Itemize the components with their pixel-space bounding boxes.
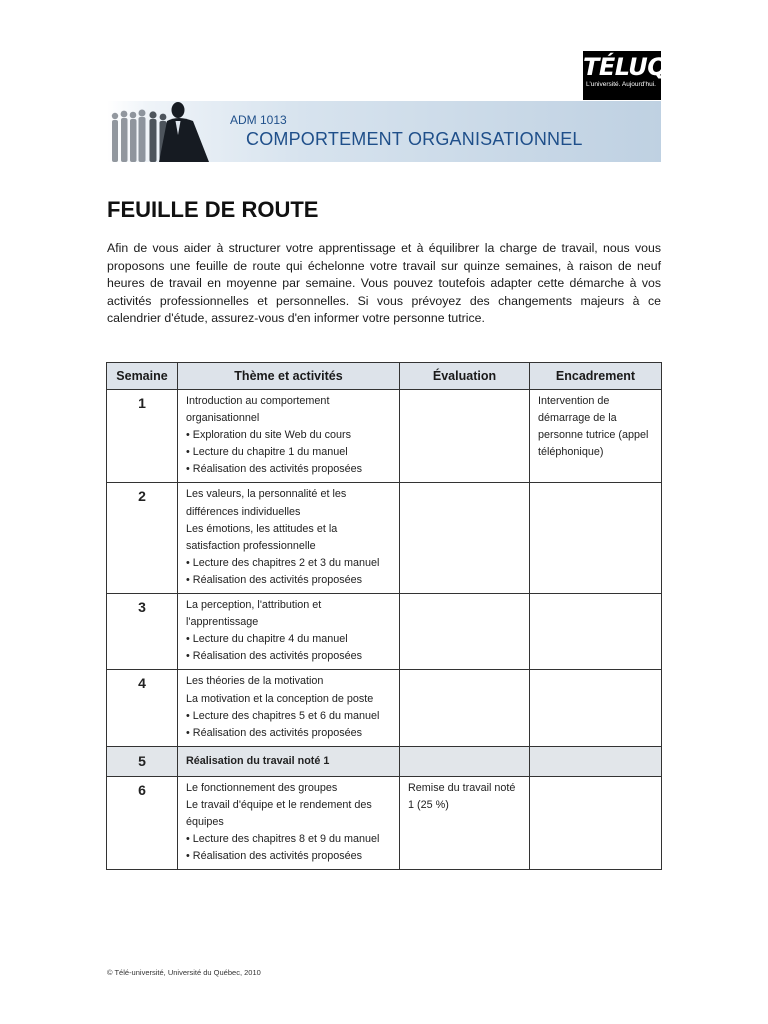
week-number: 5 bbox=[107, 746, 178, 776]
activity-line: • Lecture du chapitre 1 du manuel bbox=[186, 446, 348, 459]
activity-line: • Lecture des chapitres 5 et 6 du manuel bbox=[186, 709, 380, 722]
table-row bbox=[107, 390, 662, 483]
schedule-table bbox=[106, 362, 662, 870]
table-row bbox=[107, 483, 662, 594]
course-title: COMPORTEMENT ORGANISATIONNEL bbox=[246, 129, 583, 149]
schedule-header-row bbox=[107, 363, 662, 390]
evaluation-cell bbox=[400, 776, 530, 869]
activities-cell bbox=[178, 483, 400, 594]
activity-line: Les théories de la motivation bbox=[186, 675, 324, 688]
activities-cell bbox=[178, 746, 400, 776]
support-cell bbox=[530, 746, 662, 776]
page-title: FEUILLE DE ROUTE bbox=[107, 197, 319, 222]
activity-line: Introduction au comportement organisationnel bbox=[186, 395, 330, 425]
activities-cell bbox=[178, 670, 400, 746]
activity-line: • Réalisation des activités proposées bbox=[186, 573, 363, 586]
activity-line: Réalisation du travail noté 1 bbox=[186, 754, 330, 767]
week-number: 1 bbox=[107, 390, 178, 483]
activity-line: Les valeurs, la personnalité et les différences individuelles bbox=[186, 488, 347, 518]
activity-line: Les émotions, les attitudes et la satisfaction professionnelle bbox=[186, 522, 338, 552]
support-line: Intervention de démarrage de la personne tutrice (appel téléphonique) bbox=[538, 395, 649, 459]
week-number: 2 bbox=[107, 483, 178, 594]
activity-line: Le fonctionnement des groupes bbox=[186, 781, 338, 794]
evaluation-cell bbox=[400, 390, 530, 483]
copyright-footer: © Télé-université, Université du Québec, 2010 bbox=[107, 968, 261, 977]
activities-cell bbox=[178, 594, 400, 670]
activity-line: • Lecture du chapitre 4 du manuel bbox=[186, 633, 348, 646]
header-evaluation: Évaluation bbox=[400, 363, 530, 390]
evaluation-cell bbox=[400, 483, 530, 594]
business-people-silhouette-icon bbox=[107, 101, 217, 162]
teluq-logo bbox=[583, 51, 668, 100]
support-cell bbox=[530, 390, 662, 483]
evaluation-cell bbox=[400, 594, 530, 670]
support-cell bbox=[530, 776, 662, 869]
activity-line: • Réalisation des activités proposées bbox=[186, 726, 363, 739]
week-number: 4 bbox=[107, 670, 178, 746]
table-row bbox=[107, 594, 662, 670]
evaluation-cell bbox=[400, 670, 530, 746]
course-banner bbox=[107, 101, 661, 162]
evaluation-cell bbox=[400, 746, 530, 776]
week-number: 6 bbox=[107, 776, 178, 869]
activity-line: La perception, l'attribution et l'apprentissage bbox=[186, 599, 322, 629]
activities-cell bbox=[178, 390, 400, 483]
header-week: Semaine bbox=[107, 363, 178, 390]
evaluation-line: Remise du travail noté 1 (25 %) bbox=[408, 781, 516, 811]
activity-line: • Réalisation des activités proposées bbox=[186, 463, 363, 476]
table-row bbox=[107, 776, 662, 869]
support-cell bbox=[530, 594, 662, 670]
activity-line: • Réalisation des activités proposées bbox=[186, 650, 363, 663]
header-activities: Thème et activités bbox=[178, 363, 400, 390]
header-support: Encadrement bbox=[530, 363, 662, 390]
activity-line: La motivation et la conception de poste bbox=[186, 692, 374, 705]
course-code: ADM 1013 bbox=[230, 113, 287, 127]
activity-line: • Exploration du site Web du cours bbox=[186, 429, 352, 442]
activities-cell bbox=[178, 776, 400, 869]
activity-line: Le travail d'équipe et le rendement des équipes bbox=[186, 798, 372, 829]
logo-text: TÉLUQ bbox=[583, 53, 668, 81]
logo-tagline: L'université. Aujourd'hui. bbox=[585, 81, 656, 88]
support-cell bbox=[530, 670, 662, 746]
activity-line: • Lecture des chapitres 2 et 3 du manuel bbox=[186, 556, 380, 569]
activity-line: • Réalisation des activités proposées bbox=[186, 850, 363, 863]
week-number: 3 bbox=[107, 594, 178, 670]
table-row bbox=[107, 746, 662, 776]
support-cell bbox=[530, 483, 662, 594]
intro-paragraph: Afin de vous aider à structurer votre apprentissage et à équilibrer la charge de travail, nous vous proposons une feuille de route qui échelonne votre travail sur quinze semaines, à raison de neuf heures de travail en moyenne par semaine. Vous pouvez toutefois adapter cette démarche à vos activités professionnelles et personnelles. Si vous prévoyez des changements majeurs à ce calendrier d'étude, assurez-vous d'en informer votre personne tutrice. bbox=[107, 241, 661, 326]
activity-line: • Lecture des chapitres 8 et 9 du manuel bbox=[186, 833, 380, 846]
table-row bbox=[107, 670, 662, 746]
